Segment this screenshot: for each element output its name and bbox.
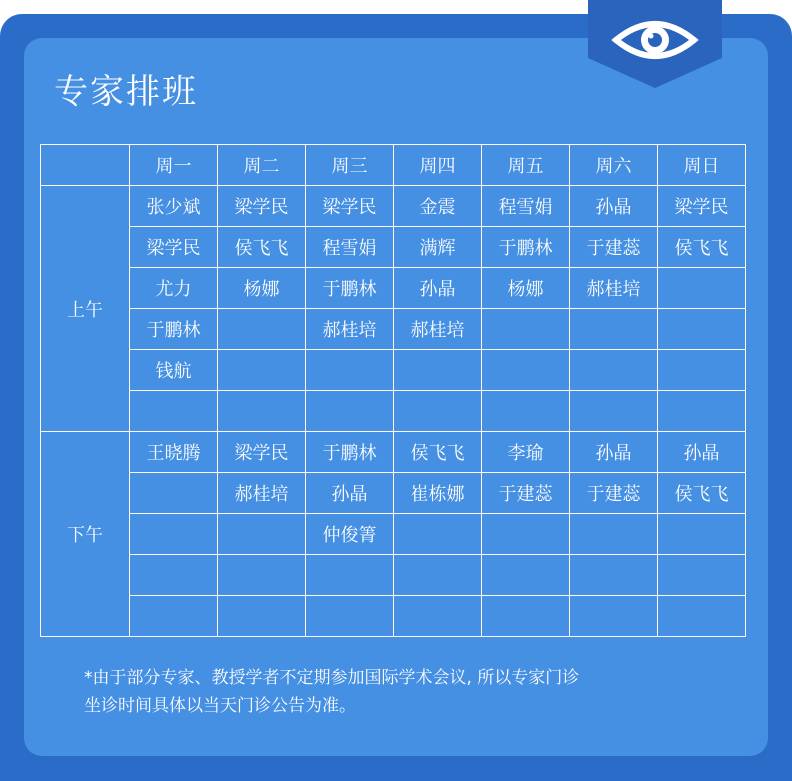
schedule-cell [570, 596, 658, 637]
schedule-row [41, 350, 746, 391]
schedule-cell: 李瑜 [482, 432, 570, 473]
schedule-cell [482, 350, 570, 391]
schedule-cell: 梁学民 [306, 186, 394, 227]
schedule-cell: 孙晶 [658, 432, 746, 473]
schedule-cell: 杨娜 [218, 268, 306, 309]
schedule-cell: 侯飞飞 [218, 227, 306, 268]
schedule-cell [218, 555, 306, 596]
schedule-row [41, 473, 746, 514]
schedule-cell [658, 514, 746, 555]
schedule-row [41, 309, 746, 350]
schedule-cell: 孙晶 [306, 473, 394, 514]
schedule-cell: 郝桂培 [570, 268, 658, 309]
schedule-cell: 于鹏林 [130, 309, 218, 350]
schedule-cell: 程雪娟 [306, 227, 394, 268]
schedule-cell [130, 596, 218, 637]
schedule-cell: 张少斌 [130, 186, 218, 227]
schedule-cell [570, 350, 658, 391]
footnote [84, 664, 724, 720]
page-title: 专家排班 [54, 72, 198, 112]
corner-cell [41, 145, 130, 186]
day-header: 周三 [306, 145, 394, 186]
schedule-cell [218, 309, 306, 350]
schedule-cell [570, 391, 658, 432]
day-header: 周一 [130, 145, 218, 186]
schedule-cell [394, 350, 482, 391]
schedule-cell [218, 514, 306, 555]
schedule-cell [306, 350, 394, 391]
schedule-cell [482, 596, 570, 637]
schedule-cell: 于建蕊 [570, 227, 658, 268]
schedule-cell: 于鹏林 [482, 227, 570, 268]
footnote-line: *由于部分专家、教授学者不定期参加国际学术会议, 所以专家门诊 [84, 668, 580, 688]
schedule-cell: 钱航 [130, 350, 218, 391]
day-header: 周二 [218, 145, 306, 186]
schedule-row [41, 391, 746, 432]
schedule-row [41, 596, 746, 637]
schedule-cell [394, 596, 482, 637]
schedule-cell: 梁学民 [218, 186, 306, 227]
schedule-cell: 郝桂培 [306, 309, 394, 350]
schedule-cell: 于建蕊 [482, 473, 570, 514]
schedule-cell: 梁学民 [658, 186, 746, 227]
schedule-cell: 侯飞飞 [658, 473, 746, 514]
schedule-cell: 梁学民 [218, 432, 306, 473]
schedule-cell: 郝桂培 [218, 473, 306, 514]
schedule-row [41, 268, 746, 309]
schedule-cell: 于鹏林 [306, 432, 394, 473]
schedule-cell [306, 596, 394, 637]
schedule-cell [306, 391, 394, 432]
footnote-line: 坐诊时间具体以当天门诊公告为准。 [84, 696, 356, 716]
schedule-cell [658, 391, 746, 432]
schedule-cell [130, 514, 218, 555]
schedule-cell [482, 391, 570, 432]
schedule-cell [482, 309, 570, 350]
schedule-row [41, 432, 746, 473]
schedule-cell [658, 309, 746, 350]
schedule-cell: 程雪娟 [482, 186, 570, 227]
schedule-cell [218, 350, 306, 391]
schedule-cell [394, 555, 482, 596]
day-header: 周四 [394, 145, 482, 186]
schedule-cell: 杨娜 [482, 268, 570, 309]
schedule-cell [306, 555, 394, 596]
schedule-cell: 郝桂培 [394, 309, 482, 350]
schedule-cell: 仲俊箐 [306, 514, 394, 555]
schedule-cell [570, 555, 658, 596]
schedule-cell: 孙晶 [570, 432, 658, 473]
schedule-row [41, 186, 746, 227]
schedule-cell [658, 596, 746, 637]
schedule-cell: 崔栋娜 [394, 473, 482, 514]
schedule-cell [570, 514, 658, 555]
schedule-cell: 侯飞飞 [394, 432, 482, 473]
period-label-am: 上午 [41, 186, 130, 432]
day-header-row [41, 145, 746, 186]
schedule-cell: 梁学民 [130, 227, 218, 268]
schedule-cell [394, 514, 482, 555]
schedule-cell: 孙晶 [570, 186, 658, 227]
eye-badge [588, 0, 722, 88]
schedule-row [41, 227, 746, 268]
schedule-cell [218, 596, 306, 637]
schedule-row [41, 555, 746, 596]
day-header: 周六 [570, 145, 658, 186]
schedule-cell [394, 391, 482, 432]
expert-schedule-table [40, 144, 746, 637]
schedule-cell [658, 555, 746, 596]
schedule-cell [482, 514, 570, 555]
schedule-cell: 满辉 [394, 227, 482, 268]
schedule-cell [218, 391, 306, 432]
schedule-row [41, 514, 746, 555]
schedule-cell [130, 473, 218, 514]
schedule-cell: 于鹏林 [306, 268, 394, 309]
schedule-cell [658, 268, 746, 309]
schedule-cell [658, 350, 746, 391]
schedule-cell [130, 391, 218, 432]
schedule-cell: 于建蕊 [570, 473, 658, 514]
schedule-cell: 王晓腾 [130, 432, 218, 473]
schedule-cell: 金震 [394, 186, 482, 227]
schedule-cell [570, 309, 658, 350]
schedule-cell [482, 555, 570, 596]
period-label-pm: 下午 [41, 432, 130, 637]
schedule-cell [130, 555, 218, 596]
schedule-cell: 尤力 [130, 268, 218, 309]
day-header: 周日 [658, 145, 746, 186]
schedule-cell: 孙晶 [394, 268, 482, 309]
day-header: 周五 [482, 145, 570, 186]
schedule-cell: 侯飞飞 [658, 227, 746, 268]
